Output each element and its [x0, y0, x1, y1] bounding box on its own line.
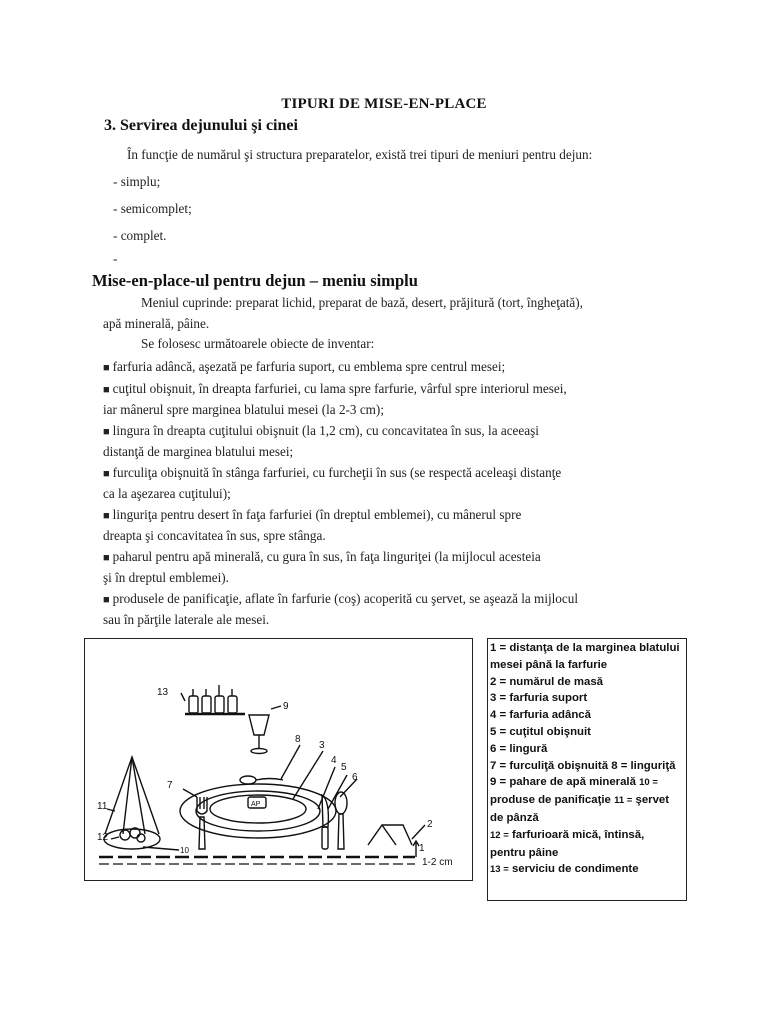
- section-heading: 3. Servirea dejunului şi cinei: [104, 117, 298, 134]
- glass-icon: [249, 715, 269, 754]
- menu-description-line2: apă minerală, pâine.: [103, 316, 210, 331]
- diagram-legend: 1 = distanţa de la marginea blatului mesei până la farfurie 2 = numărul de masă 3 = farfuria suport 4 = farfuria adâncă 5 = cuţitul obişnuit 6 = lingură 7 = furculiţă obişnuită 8 = linguriţă 9 = pahare de apă minerală 10 = produse de panificaţie 11 = şervet de pânză 12 = farfurioară mică, întinsă, pentru pâine 13 = serviciu de condimente: [487, 638, 687, 901]
- diagram-label-5: 5: [341, 762, 347, 773]
- list-item: ■ paharul pentru apă minerală, cu gura în sus, în faţa linguriţei (la mijlocul acesteia şi în dreptul emblemei).: [103, 548, 541, 585]
- menu-description-line1: Meniul cuprinde: preparat lichid, preparat de bază, desert, prăjitură (tort, îngheţată),: [141, 295, 583, 310]
- diagram-label-3: 3: [319, 740, 325, 751]
- table-setting-diagram: [84, 638, 473, 881]
- list-item: ■ lingura în dreapta cuţitului obişnuit (la 1,2 cm), cu concavitatea în sus, la aceeaşi distanţă de marginea blatului mesei;: [103, 422, 539, 459]
- diagram-label-7: 7: [167, 780, 173, 791]
- diagram-label-10: 10: [180, 846, 189, 855]
- menu-type-simple: - simplu;: [113, 174, 161, 189]
- subheading: Mise-en-place-ul pentru dejun – meniu simplu: [92, 271, 418, 290]
- bullet-marker: ■: [103, 509, 110, 522]
- list-item: ■ furculiţa obişnuită în stânga farfuriei, cu furcheţii în sus (se respectă aceleaşi distanţe ca la aşezarea cuţitului);: [103, 464, 562, 501]
- intro-text: În funcţie de numărul şi structura preparatelor, există trei tipuri de meniuri pentru dejun:: [127, 147, 593, 162]
- diagram-label-9: 9: [283, 701, 289, 712]
- menu-type-complete: - complet.: [113, 228, 167, 243]
- bullet-marker: ■: [103, 551, 110, 564]
- napkin-icon: [105, 757, 159, 834]
- diagram-label-2: 2: [427, 819, 433, 830]
- bullet-marker: ■: [103, 383, 110, 396]
- spoon-icon: [335, 792, 347, 849]
- objects-intro: Se folosesc următoarele obiecte de inventar:: [141, 336, 375, 351]
- diagram-label-13: 13: [157, 687, 169, 698]
- charger-plate-icon: [180, 784, 336, 838]
- page-title: TIPURI DE MISE-EN-PLACE: [281, 96, 487, 112]
- diagram-label-1: 1: [419, 843, 425, 854]
- diagram-label-4: 4: [331, 755, 337, 766]
- diagram-label-11: 11: [97, 801, 108, 812]
- menu-type-semicomplete: - semicomplet;: [113, 201, 192, 216]
- dessert-spoon-icon: [240, 776, 283, 784]
- diagram-label-12: 12: [97, 832, 109, 843]
- table-number-card-icon: [368, 825, 412, 845]
- list-item: ■ farfuria adâncă, aşezată pe farfuria suport, cu emblema spre centrul mesei;: [103, 359, 506, 374]
- diagram-label-8: 8: [295, 734, 301, 745]
- diagram-distance-label: 1-2 cm: [422, 857, 453, 868]
- menu-type-empty: -: [113, 251, 118, 266]
- item-list: [103, 357, 653, 631]
- table-setting-drawing: [85, 639, 472, 880]
- condiment-set-icon: [185, 685, 245, 714]
- knife-icon: [322, 795, 328, 849]
- bullet-marker: ■: [103, 362, 110, 374]
- diagram-label-6: 6: [352, 772, 358, 783]
- bullet-marker: ■: [103, 593, 110, 606]
- bullet-marker: ■: [103, 467, 110, 480]
- list-item: ■ linguriţa pentru desert în faţa farfuriei (în dreptul emblemei), cu mânerul spre dreapta şi concavitatea în sus, spre stânga.: [103, 506, 522, 543]
- list-item: ■ cuţitul obişnuit, în dreapta farfuriei, cu lama spre farfurie, vârful spre interiorul mesei, iar mânerul spre marginea blatului mesei (la 2-3 cm);: [103, 380, 567, 417]
- bullet-marker: ■: [103, 425, 110, 438]
- plate-emblem-label: AP: [251, 801, 261, 808]
- list-item: ■ produsele de panificaţie, aflate în farfurie (coş) acoperită cu şervet, se aşează la mijlocul sau în părţile laterale ale mesei.: [103, 590, 579, 627]
